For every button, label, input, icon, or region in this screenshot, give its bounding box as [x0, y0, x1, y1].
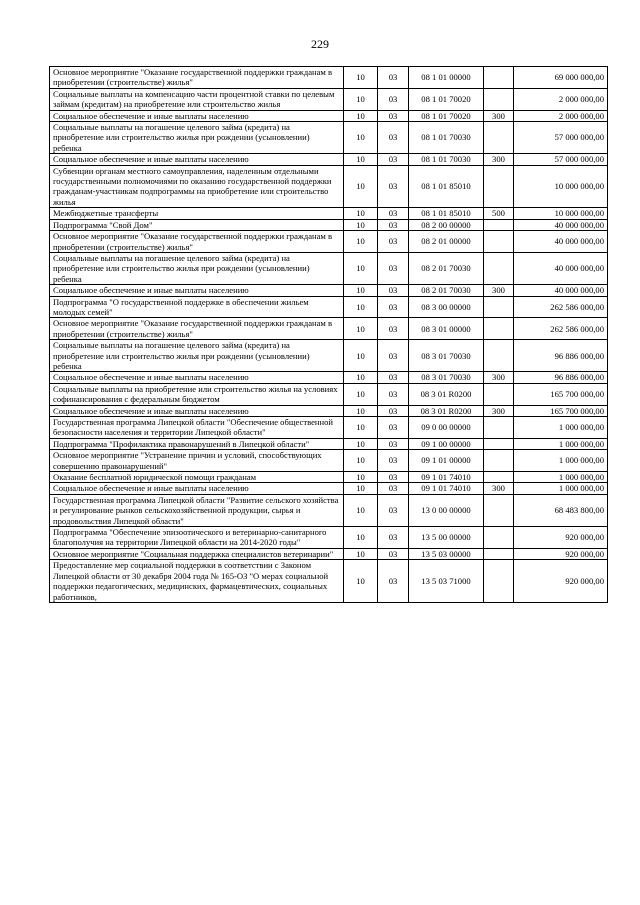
row-name: Межбюджетные трансферты	[50, 208, 344, 219]
row-subsection: 03	[378, 231, 409, 253]
row-section: 10	[344, 438, 378, 449]
row-amount: 40 000 000,00	[514, 252, 608, 284]
page-number: 229	[311, 37, 329, 51]
row-expense-type	[484, 296, 514, 318]
row-section: 10	[344, 340, 378, 372]
table-row	[50, 252, 608, 284]
table-row	[50, 560, 608, 603]
row-section: 10	[344, 285, 378, 296]
table-row	[50, 122, 608, 154]
row-target-code: 08 3 01 70030	[409, 372, 484, 383]
row-subsection: 03	[378, 67, 409, 89]
row-name: Государственная программа Липецкой области "Обеспечение общественной безопасности населения и территории Липецкой области"	[50, 417, 344, 439]
row-target-code: 08 1 01 85010	[409, 208, 484, 219]
row-name: Оказание бесплатной юридической помощи гражданам	[50, 472, 344, 483]
row-section: 10	[344, 219, 378, 230]
row-amount: 96 886 000,00	[514, 340, 608, 372]
row-target-code: 09 0 00 00000	[409, 417, 484, 439]
row-subsection: 03	[378, 438, 409, 449]
row-name: Подпрограмма "Профилактика правонарушений в Липецкой области"	[50, 438, 344, 449]
row-amount: 68 483 800,00	[514, 494, 608, 526]
row-expense-type	[484, 88, 514, 110]
table-row	[50, 165, 608, 208]
row-subsection: 03	[378, 252, 409, 284]
row-target-code: 08 1 01 70030	[409, 154, 484, 165]
row-expense-type	[484, 438, 514, 449]
row-section: 10	[344, 122, 378, 154]
row-name: Социальные выплаты на погашение целевого займа (кредита) на приобретение или строительство жилья при рождении (усыновлении) ребенка	[50, 122, 344, 154]
row-amount: 40 000 000,00	[514, 219, 608, 230]
row-name: Социальное обеспечение и иные выплаты населению	[50, 285, 344, 296]
row-expense-type	[484, 340, 514, 372]
row-subsection: 03	[378, 527, 409, 549]
row-name: Основное мероприятие "Оказание государственной поддержки гражданам в приобретении (строительстве) жилья"	[50, 231, 344, 253]
row-name: Основное мероприятие "Устранение причин и условий, способствующих совершению правонарушений"	[50, 450, 344, 472]
row-target-code: 13 5 03 00000	[409, 548, 484, 559]
row-subsection: 03	[378, 219, 409, 230]
row-amount: 920 000,00	[514, 560, 608, 603]
row-section: 10	[344, 494, 378, 526]
table-row	[50, 88, 608, 110]
row-target-code: 08 3 01 00000	[409, 318, 484, 340]
row-target-code: 08 1 01 00000	[409, 67, 484, 89]
row-expense-type	[484, 494, 514, 526]
row-target-code: 09 1 01 74010	[409, 483, 484, 494]
row-subsection: 03	[378, 472, 409, 483]
row-name: Социальное обеспечение и иные выплаты населению	[50, 110, 344, 121]
row-name: Основное мероприятие "Оказание государственной поддержки гражданам в приобретении (строительстве) жилья"	[50, 318, 344, 340]
table-row	[50, 405, 608, 416]
row-amount: 1 000 000,00	[514, 417, 608, 439]
row-amount: 40 000 000,00	[514, 231, 608, 253]
row-name: Подпрограмма "Свой Дом"	[50, 219, 344, 230]
row-target-code: 08 1 01 70020	[409, 88, 484, 110]
row-amount: 96 886 000,00	[514, 372, 608, 383]
row-subsection: 03	[378, 296, 409, 318]
row-name: Основное мероприятие "Оказание государственной поддержки гражданам в приобретении (строительстве) жилья"	[50, 67, 344, 89]
row-target-code: 08 3 01 70030	[409, 340, 484, 372]
table-row	[50, 438, 608, 449]
row-section: 10	[344, 208, 378, 219]
table-row	[50, 450, 608, 472]
table-row	[50, 208, 608, 219]
table-row	[50, 110, 608, 121]
row-name: Подпрограмма "О государственной поддержке в обеспечении жильем молодых семей"	[50, 296, 344, 318]
row-subsection: 03	[378, 450, 409, 472]
row-section: 10	[344, 527, 378, 549]
budget-table	[49, 66, 608, 603]
table-row	[50, 340, 608, 372]
row-amount: 262 586 000,00	[514, 296, 608, 318]
row-amount: 1 000 000,00	[514, 472, 608, 483]
row-name: Социальные выплаты на приобретение или строительство жилья на условиях софинансирования с федеральным бюджетом	[50, 383, 344, 405]
row-amount: 1 000 000,00	[514, 483, 608, 494]
row-target-code: 08 2 00 00000	[409, 219, 484, 230]
row-subsection: 03	[378, 548, 409, 559]
row-amount: 1 000 000,00	[514, 450, 608, 472]
table-row	[50, 318, 608, 340]
row-target-code: 09 1 01 74010	[409, 472, 484, 483]
row-name: Предоставление мер социальной поддержки в соответствии с Законом Липецкой области от 30 декабря 2004 года № 165-ОЗ "О мерах социальной поддержки педагогических, медицинских, фармацевтических, социальных работников,	[50, 560, 344, 603]
row-target-code: 08 1 01 70030	[409, 122, 484, 154]
row-amount: 920 000,00	[514, 527, 608, 549]
row-section: 10	[344, 165, 378, 208]
row-expense-type: 300	[484, 483, 514, 494]
row-name: Социальное обеспечение и иные выплаты населению	[50, 405, 344, 416]
row-target-code: 13 5 03 71000	[409, 560, 484, 603]
row-amount: 1 000 000,00	[514, 438, 608, 449]
row-subsection: 03	[378, 372, 409, 383]
row-expense-type: 300	[484, 110, 514, 121]
row-amount: 2 000 000,00	[514, 88, 608, 110]
row-target-code: 08 2 01 70030	[409, 252, 484, 284]
row-amount: 920 000,00	[514, 548, 608, 559]
row-target-code: 08 3 01 R0200	[409, 383, 484, 405]
table-row	[50, 296, 608, 318]
row-expense-type	[484, 450, 514, 472]
table-row	[50, 154, 608, 165]
table-row	[50, 548, 608, 559]
row-target-code: 13 0 00 00000	[409, 494, 484, 526]
row-subsection: 03	[378, 417, 409, 439]
row-expense-type	[484, 318, 514, 340]
row-target-code: 08 2 01 70030	[409, 285, 484, 296]
row-expense-type	[484, 231, 514, 253]
row-amount: 40 000 000,00	[514, 285, 608, 296]
row-target-code: 13 5 00 00000	[409, 527, 484, 549]
row-subsection: 03	[378, 340, 409, 372]
row-name: Социальное обеспечение и иные выплаты населению	[50, 154, 344, 165]
row-amount: 10 000 000,00	[514, 208, 608, 219]
row-subsection: 03	[378, 405, 409, 416]
row-target-code: 08 3 00 00000	[409, 296, 484, 318]
row-expense-type	[484, 548, 514, 559]
row-section: 10	[344, 154, 378, 165]
row-subsection: 03	[378, 483, 409, 494]
row-expense-type: 500	[484, 208, 514, 219]
row-expense-type	[484, 219, 514, 230]
row-section: 10	[344, 296, 378, 318]
row-amount: 10 000 000,00	[514, 165, 608, 208]
row-section: 10	[344, 318, 378, 340]
row-section: 10	[344, 405, 378, 416]
row-expense-type	[484, 252, 514, 284]
row-section: 10	[344, 67, 378, 89]
table-row	[50, 417, 608, 439]
row-name: Основное мероприятие "Социальная поддержка специалистов ветеринарии"	[50, 548, 344, 559]
row-amount: 165 700 000,00	[514, 405, 608, 416]
table-row	[50, 472, 608, 483]
row-amount: 57 000 000,00	[514, 154, 608, 165]
row-section: 10	[344, 450, 378, 472]
row-name: Государственная программа Липецкой области "Развитие сельского хозяйства и регулирование рынков сельскохозяйственной продукции, сырья и продовольствия Липецкой области"	[50, 494, 344, 526]
row-subsection: 03	[378, 318, 409, 340]
row-subsection: 03	[378, 383, 409, 405]
row-section: 10	[344, 110, 378, 121]
row-name: Подпрограмма "Обеспечение эпизоотического и ветеринарно-санитарного благополучия на территории Липецкой области на 2014-2020 годы"	[50, 527, 344, 549]
row-amount: 262 586 000,00	[514, 318, 608, 340]
row-expense-type	[484, 417, 514, 439]
table-row	[50, 494, 608, 526]
row-section: 10	[344, 483, 378, 494]
table-row	[50, 219, 608, 230]
row-section: 10	[344, 383, 378, 405]
row-subsection: 03	[378, 208, 409, 219]
row-section: 10	[344, 372, 378, 383]
row-section: 10	[344, 88, 378, 110]
row-name: Субвенции органам местного самоуправления, наделенным отдельными государственными полномочиями по оказанию государственной поддержки гражданам-участникам подпрограммы на приобретение или строительство жилья	[50, 165, 344, 208]
row-subsection: 03	[378, 154, 409, 165]
row-section: 10	[344, 231, 378, 253]
budget-table-body	[50, 67, 608, 603]
row-subsection: 03	[378, 165, 409, 208]
table-row	[50, 231, 608, 253]
row-section: 10	[344, 548, 378, 559]
row-expense-type	[484, 472, 514, 483]
row-section: 10	[344, 417, 378, 439]
row-subsection: 03	[378, 88, 409, 110]
row-target-code: 08 3 01 R0200	[409, 405, 484, 416]
row-target-code: 09 1 00 00000	[409, 438, 484, 449]
table-row	[50, 285, 608, 296]
row-amount: 69 000 000,00	[514, 67, 608, 89]
table-row	[50, 383, 608, 405]
row-name: Социальные выплаты на погашение целевого займа (кредита) на приобретение или строительство жилья при рождении (усыновлении) ребенка	[50, 252, 344, 284]
row-target-code: 08 1 01 70020	[409, 110, 484, 121]
row-amount: 57 000 000,00	[514, 122, 608, 154]
row-expense-type	[484, 383, 514, 405]
row-expense-type	[484, 527, 514, 549]
row-target-code: 09 1 01 00000	[409, 450, 484, 472]
row-expense-type: 300	[484, 372, 514, 383]
row-expense-type: 300	[484, 285, 514, 296]
row-name: Социальное обеспечение и иные выплаты населению	[50, 483, 344, 494]
row-section: 10	[344, 560, 378, 603]
row-subsection: 03	[378, 560, 409, 603]
row-expense-type: 300	[484, 405, 514, 416]
row-subsection: 03	[378, 110, 409, 121]
row-target-code: 08 2 01 00000	[409, 231, 484, 253]
row-amount: 2 000 000,00	[514, 110, 608, 121]
row-section: 10	[344, 252, 378, 284]
table-row	[50, 483, 608, 494]
row-target-code: 08 1 01 85010	[409, 165, 484, 208]
row-section: 10	[344, 472, 378, 483]
row-name: Социальные выплаты на погашение целевого займа (кредита) на приобретение или строительство жилья при рождении (усыновлении) ребенка	[50, 340, 344, 372]
row-expense-type	[484, 560, 514, 603]
table-row	[50, 67, 608, 89]
row-expense-type	[484, 122, 514, 154]
row-name: Социальные выплаты на компенсацию части процентной ставки по целевым займам (кредитам) на приобретение или строительство жилья	[50, 88, 344, 110]
row-amount: 165 700 000,00	[514, 383, 608, 405]
row-subsection: 03	[378, 285, 409, 296]
row-expense-type	[484, 67, 514, 89]
row-expense-type	[484, 165, 514, 208]
row-subsection: 03	[378, 122, 409, 154]
table-row	[50, 527, 608, 549]
row-expense-type: 300	[484, 154, 514, 165]
row-name: Социальное обеспечение и иные выплаты населению	[50, 372, 344, 383]
table-row	[50, 372, 608, 383]
row-subsection: 03	[378, 494, 409, 526]
